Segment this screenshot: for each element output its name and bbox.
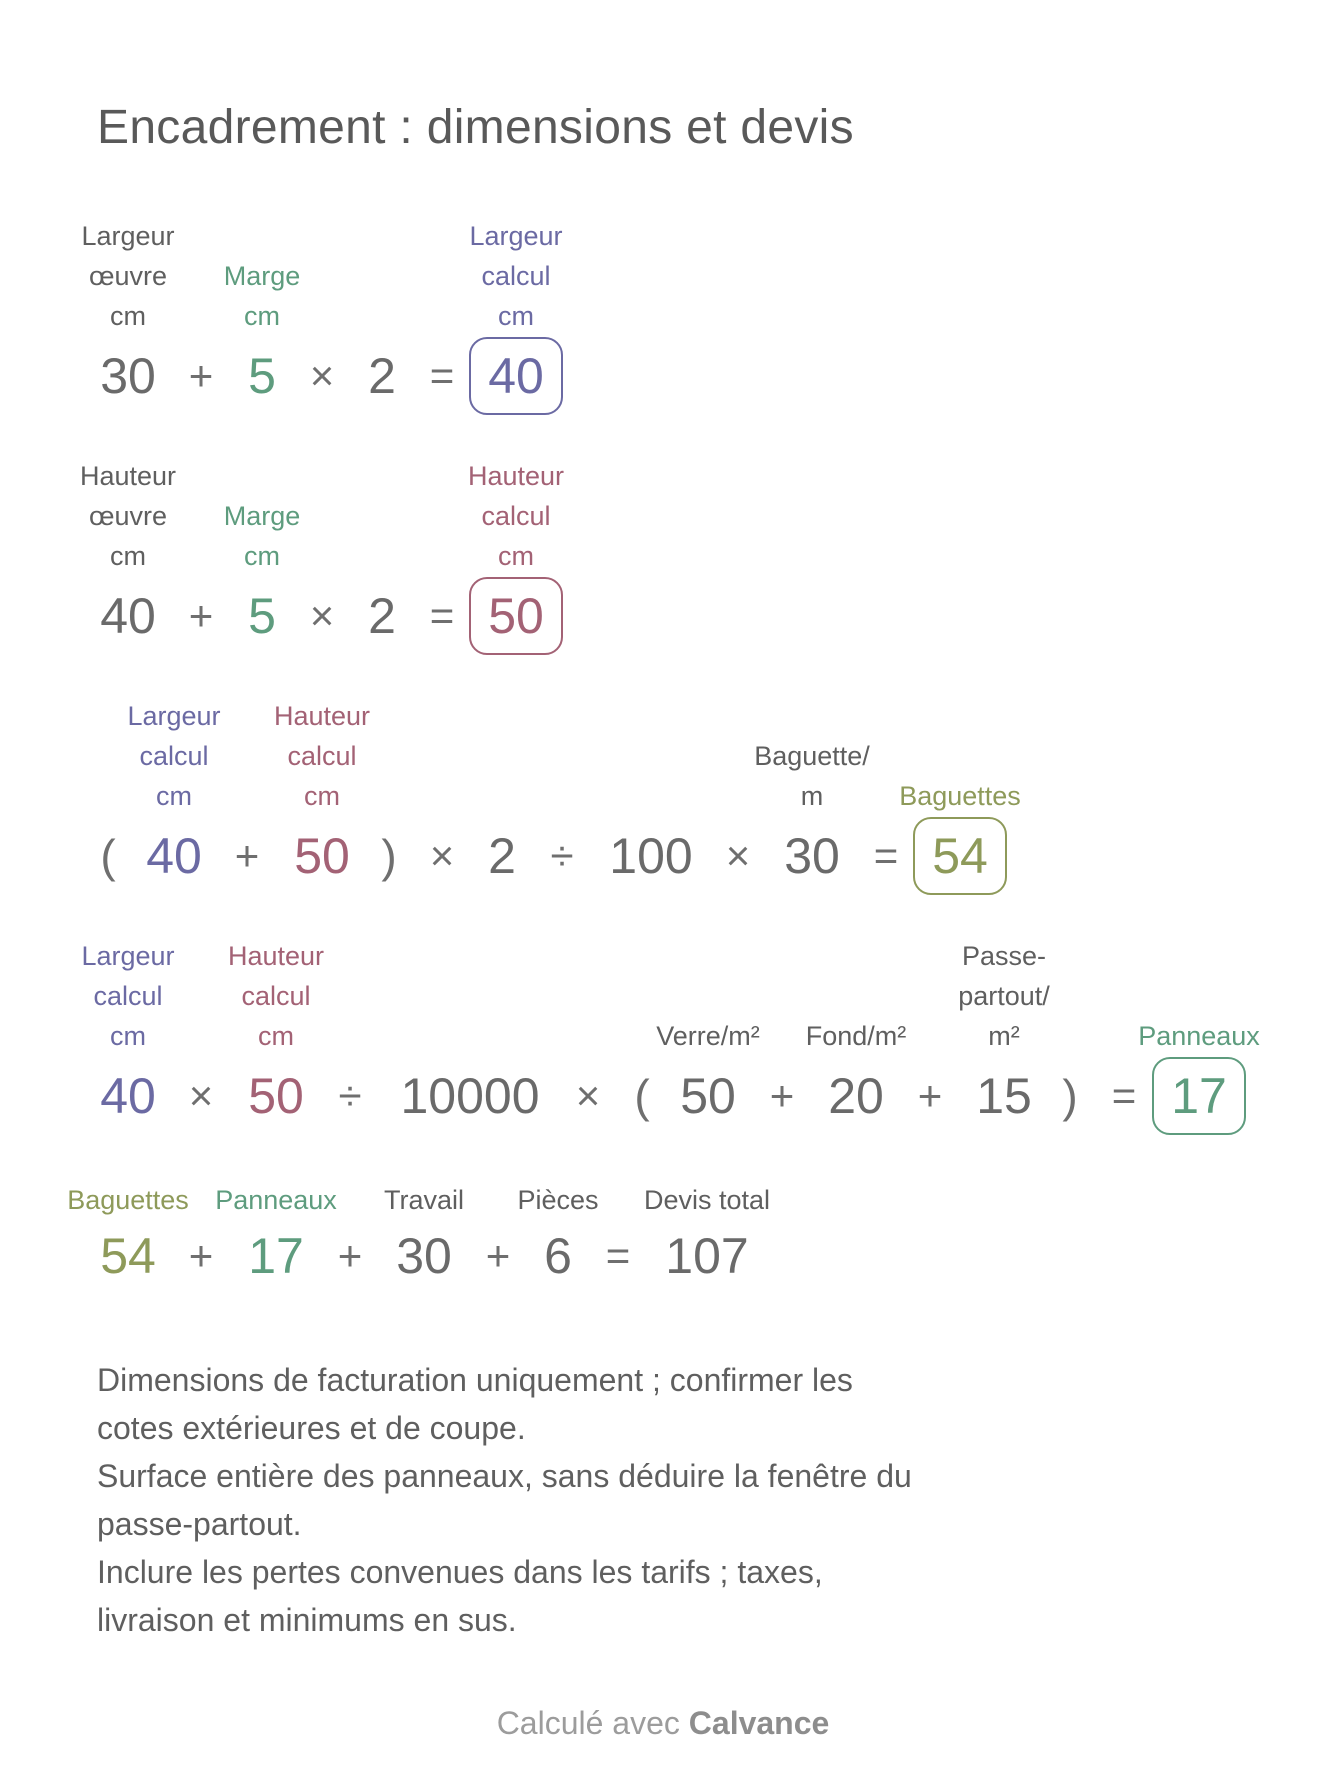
label-fond — [771, 1016, 941, 1056]
label-line: Hauteur — [273, 701, 371, 731]
notes — [97, 1356, 1017, 1644]
value-travail: 30 — [396, 1228, 452, 1284]
footer-brand-link[interactable]: Calvance — [688, 1705, 830, 1741]
note-line: cotes extérieures et de coupe. — [97, 1410, 526, 1446]
value-marge: 5 — [248, 588, 276, 644]
label-baguettes — [875, 776, 1045, 816]
value-divisor: 10000 — [400, 1068, 540, 1124]
label-baguette-par-m — [727, 736, 897, 816]
paren-open: ( — [634, 1070, 650, 1122]
label-line: Devis total — [643, 1185, 771, 1215]
operator-equals: = — [873, 832, 899, 879]
note-line: passe-partout. — [97, 1506, 302, 1542]
value-fond: 20 — [828, 1068, 884, 1124]
operator-times: × — [309, 592, 335, 639]
label-line: Passe- — [961, 941, 1047, 971]
note-line: Inclure les pertes convenues dans les tarifs ; taxes, — [97, 1554, 823, 1590]
label-line: calcul — [139, 741, 209, 771]
value-divisor: 100 — [609, 828, 693, 884]
label-line: cm — [244, 301, 280, 331]
label-line: cm — [244, 541, 280, 571]
footer-prefix: Calculé avec — [496, 1705, 680, 1741]
label-largeur-calcul — [89, 696, 259, 816]
operator-divide: ÷ — [338, 1072, 362, 1119]
label-marge — [177, 256, 347, 336]
value-verre: 50 — [680, 1068, 736, 1124]
label-line: Travail — [383, 1185, 464, 1215]
result-largeur-calcul: 40 — [469, 337, 563, 415]
label-line: Hauteur — [79, 461, 177, 491]
label-baguettes — [43, 1180, 213, 1220]
label-line: Baguette/ — [754, 741, 870, 771]
label-largeur-calcul — [431, 216, 601, 336]
label-line: Hauteur — [467, 461, 565, 491]
label-line: Verre/m² — [656, 1021, 760, 1051]
label-line: Panneaux — [215, 1185, 337, 1215]
label-line: cm — [258, 1021, 294, 1051]
label-line: Baguettes — [67, 1185, 189, 1215]
operator-divide: ÷ — [550, 832, 574, 879]
label-line: calcul — [287, 741, 357, 771]
operator-equals: = — [1111, 1072, 1137, 1119]
operator-equals: = — [429, 592, 455, 639]
value-pieces: 6 — [544, 1228, 572, 1284]
label-hauteur-calcul — [191, 936, 361, 1056]
label-line: Panneaux — [1138, 1021, 1260, 1051]
result-panneaux: 17 — [1152, 1057, 1246, 1135]
value-multiplier: 2 — [488, 828, 516, 884]
operator-plus: + — [188, 592, 214, 639]
value-devis-total: 107 — [665, 1228, 749, 1284]
paren-open: ( — [100, 830, 116, 882]
label-line: Largeur — [81, 221, 175, 251]
label-line: œuvre — [88, 261, 167, 291]
operator-plus: + — [234, 832, 260, 879]
operator-equals: = — [605, 1232, 631, 1279]
label-hauteur-calcul — [237, 696, 407, 816]
label-line: Largeur — [469, 221, 563, 251]
operator-plus: + — [188, 352, 214, 399]
value-baguettes: 54 — [100, 1228, 156, 1284]
label-devis-total — [622, 1180, 792, 1220]
label-largeur-calcul — [43, 936, 213, 1056]
value-hauteur-oeuvre: 40 — [100, 588, 156, 644]
label-passe-partout — [919, 936, 1089, 1056]
label-marge — [177, 496, 347, 576]
value-multiplier: 2 — [368, 348, 396, 404]
operator-plus: + — [769, 1072, 795, 1119]
page-title: Encadrement : dimensions et devis — [97, 101, 854, 154]
paren-close: ) — [1062, 1070, 1078, 1122]
note-line: Dimensions de facturation uniquement ; confirmer les — [97, 1362, 853, 1398]
value-hauteur-calcul: 50 — [248, 1068, 304, 1124]
value-marge: 5 — [248, 348, 276, 404]
value-largeur-oeuvre: 30 — [100, 348, 156, 404]
footer-credit — [0, 1705, 1326, 1742]
label-line: Hauteur — [227, 941, 325, 971]
value-passe-partout: 15 — [976, 1068, 1032, 1124]
value-largeur-calcul: 40 — [100, 1068, 156, 1124]
label-line: Marge — [223, 501, 301, 531]
label-line: calcul — [481, 501, 551, 531]
label-line: cm — [498, 541, 534, 571]
label-pieces — [473, 1180, 643, 1220]
label-verre — [623, 1016, 793, 1056]
label-line: calcul — [93, 981, 163, 1011]
note-line: livraison et minimums en sus. — [97, 1602, 517, 1638]
label-line: calcul — [241, 981, 311, 1011]
label-line: Marge — [223, 261, 301, 291]
result-baguettes: 54 — [913, 817, 1007, 895]
label-line: Fond/m² — [805, 1021, 907, 1051]
label-line: cm — [110, 1021, 146, 1051]
operator-times: × — [429, 832, 455, 879]
label-line: cm — [156, 781, 192, 811]
label-line: Pièces — [517, 1185, 599, 1215]
operator-plus: + — [337, 1232, 363, 1279]
operator-plus: + — [917, 1072, 943, 1119]
operator-times: × — [725, 832, 751, 879]
label-hauteur-calcul — [431, 456, 601, 576]
label-line: cm — [304, 781, 340, 811]
result-hauteur-calcul: 50 — [469, 577, 563, 655]
label-line: Largeur — [81, 941, 175, 971]
label-line: cm — [498, 301, 534, 331]
value-baguette-par-m: 30 — [784, 828, 840, 884]
value-panneaux: 17 — [248, 1228, 304, 1284]
value-largeur-calcul: 40 — [146, 828, 202, 884]
label-panneaux — [191, 1180, 361, 1220]
operator-times: × — [575, 1072, 601, 1119]
operator-times: × — [188, 1072, 214, 1119]
label-panneaux — [1114, 1016, 1284, 1056]
label-line: calcul — [481, 261, 551, 291]
note-line: Surface entière des panneaux, sans déduire la fenêtre du — [97, 1458, 912, 1494]
label-line: cm — [110, 301, 146, 331]
label-line: m² — [988, 1021, 1020, 1051]
label-line: cm — [110, 541, 146, 571]
label-line: œuvre — [88, 501, 167, 531]
label-line: Largeur — [127, 701, 221, 731]
operator-plus: + — [188, 1232, 214, 1279]
operator-times: × — [309, 352, 335, 399]
paren-close: ) — [381, 830, 397, 882]
operator-equals: = — [429, 352, 455, 399]
value-hauteur-calcul: 50 — [294, 828, 350, 884]
label-line: Baguettes — [899, 781, 1021, 811]
label-line: partout/ — [958, 981, 1050, 1011]
operator-plus: + — [485, 1232, 511, 1279]
label-line: m — [800, 781, 824, 811]
value-multiplier: 2 — [368, 588, 396, 644]
